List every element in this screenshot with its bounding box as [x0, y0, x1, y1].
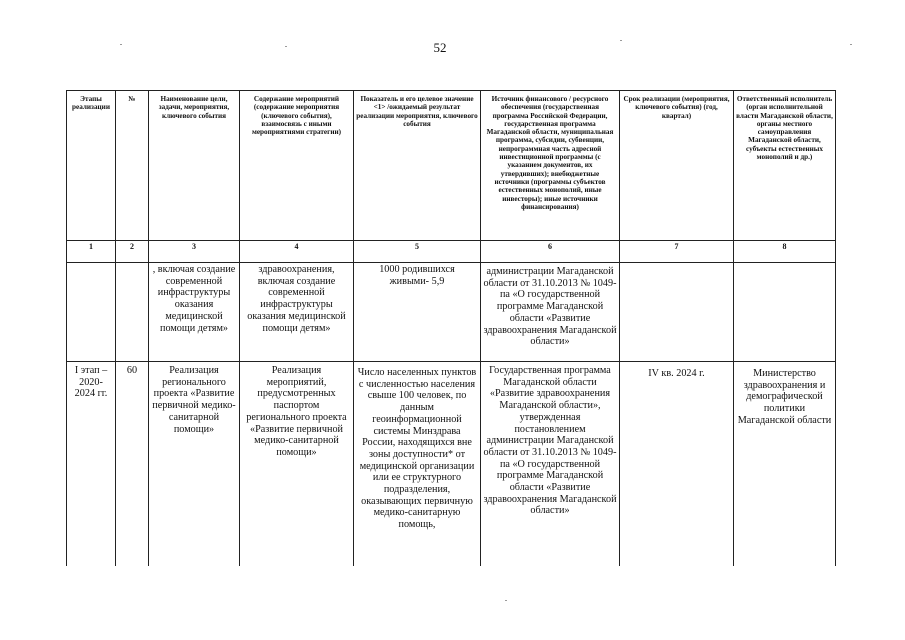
table-cell-responsible: Министерство здравоохранения и демографической политики Магаданской области [737, 368, 832, 426]
table-cell-source: Государственная программа Магаданской области «Развитие здравоохранения Магаданской области», утвержденная постановлением администрации Магаданской области от 31.10.2013 № 1049-па «О государственной программе Магаданской области «Развитие здравоохранения Магаданской области» [483, 365, 617, 517]
table-top-border [66, 90, 836, 91]
table-cell-name: , включая создание современной инфраструктуры оказания медицинской помощи детям» [152, 264, 236, 334]
scan-speck [505, 600, 507, 601]
row-divider [66, 361, 836, 362]
scan-speck [850, 44, 852, 45]
header-bottom-border [66, 240, 836, 241]
table-cell-indicator: Число населенных пунктов с численностью населения свыше 100 человек, по данным геоинформационной системы Минздрава России, находящихся вне зоны доступности* от медицинской организации или ее структурного подразделения, оказывающих первичную медико-санитарную помощь, [357, 367, 477, 531]
table-cell-name: Реализация регионального проекта «Развитие первичной медико-санитарной помощи» [152, 365, 236, 435]
header-source: Источник финансового / ресурсного обеспечения (государственная программа Российской Федерации, государственная программа Магаданской области, муниципальная программа, субсидии, субвенции, непрограммная часть адресной инвестиционной программы (с указанием документов, их утвердивших); внебюджетные источники (программы субъектов естественных монополий, иные инвесторы); иные источники финансирования) [486, 95, 614, 211]
header-stage: Этапы реализации [72, 95, 110, 112]
table-cell-term: IV кв. 2024 г. [648, 368, 705, 379]
table-cell-stage: I этап – 2020-2024 гг. [74, 365, 108, 400]
column-number: 8 [782, 242, 787, 251]
column-number: 5 [415, 242, 419, 251]
column-border [115, 90, 116, 566]
table-cell-content: здравоохранения, включая создание современной инфраструктуры оказания медицинской помощи детям» [247, 264, 346, 334]
scan-speck [620, 40, 622, 41]
column-border [733, 90, 734, 566]
table-cell-indicator: 1000 родившихся живыми- 5,9 [379, 264, 455, 287]
table-cell-number: 60 [126, 365, 138, 376]
header-name: Наименование цели, задачи, мероприятия, ключевого события [158, 95, 230, 120]
column-number: 7 [674, 242, 679, 251]
table-cell-source: администрации Магаданской области от 31.10.2013 № 1049-па «О государственной программе Магаданской области «Развитие здравоохранения Магаданской области» [483, 266, 617, 348]
number-row-bottom-border [66, 262, 836, 263]
column-number: 4 [294, 242, 299, 251]
header-number: № [128, 95, 136, 103]
header-term: Срок реализации (мероприятия, ключевого события) (год, квартал) [623, 95, 730, 120]
page-number: 52 [433, 40, 447, 55]
scan-speck [120, 44, 122, 45]
column-border [835, 90, 836, 566]
column-number: 1 [89, 242, 93, 251]
scan-speck [285, 46, 287, 47]
column-number: 2 [130, 242, 134, 251]
column-border [66, 90, 67, 566]
table-cell-content: Реализация мероприятий, предусмотренных паспортом регионального проекта «Развитие первичной медико-санитарной помощи» [246, 365, 347, 458]
column-border [619, 90, 620, 566]
column-number: 3 [192, 242, 196, 251]
header-responsible: Ответственный исполнитель (орган исполнительной власти Магаданской области, органы местного самоуправления Магаданской области, субъекты естественных монополий и др.) [736, 95, 833, 162]
header-indicator: Показатель и его целевое значение <1> /ожидаемый результат реализации мероприятия, ключевого события [356, 95, 478, 128]
column-number: 6 [548, 242, 552, 251]
header-content: Содержание мероприятий (содержание мероприятия (ключевого события), взаимосвязь с иными мероприятиями стратегии) [251, 95, 342, 137]
